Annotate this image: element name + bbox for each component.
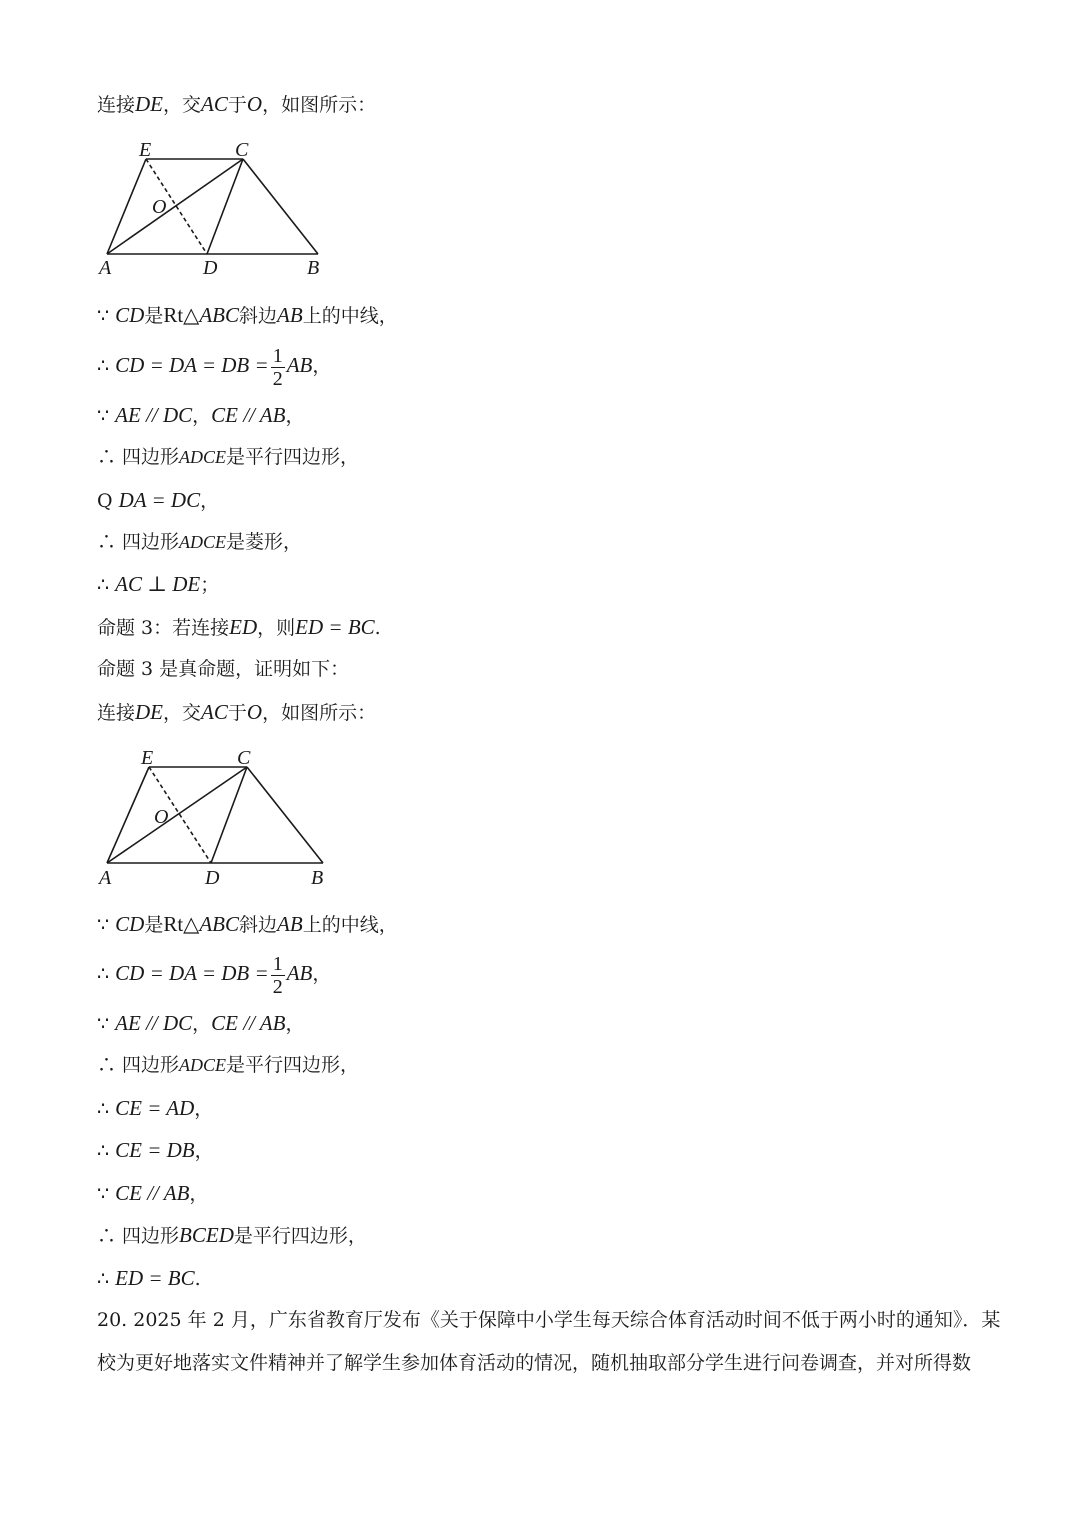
text: 上的中线， bbox=[302, 914, 398, 936]
proof-line bbox=[97, 951, 331, 998]
math: DE bbox=[135, 92, 164, 116]
text: ， bbox=[192, 1013, 212, 1035]
text: ， bbox=[200, 490, 220, 512]
math: AC bbox=[201, 92, 228, 116]
text: ， bbox=[194, 1140, 214, 1162]
text: ∴ 四边形 bbox=[97, 446, 180, 468]
text: 是平行四边形， bbox=[226, 1054, 360, 1076]
proof-line bbox=[97, 443, 359, 471]
text: 于 bbox=[227, 702, 247, 724]
text: ； bbox=[200, 574, 220, 596]
text: ，则 bbox=[257, 617, 296, 639]
proof-line bbox=[97, 528, 302, 556]
fraction-half bbox=[271, 953, 285, 998]
question-20-line-1: 20. 2025 年 2 月，广东省教育厅发布《关于保障中小学生每天综合体育活动时间不低于两小时的通知》．某 bbox=[97, 1309, 1001, 1331]
text: 连接 bbox=[97, 94, 136, 116]
math: ED = BC bbox=[295, 615, 375, 639]
text: 连接 bbox=[97, 702, 136, 724]
text: ， bbox=[194, 1098, 214, 1120]
math: CE = AD bbox=[115, 1096, 195, 1120]
text: . bbox=[374, 617, 381, 639]
text: ∴ bbox=[97, 574, 116, 596]
math: CD = DA = DB = bbox=[115, 961, 269, 985]
proof-line bbox=[97, 910, 398, 939]
text: 斜边 bbox=[239, 305, 278, 327]
math: CE // AB bbox=[211, 1011, 286, 1035]
math: BCED bbox=[179, 1223, 234, 1247]
label-b: B bbox=[311, 867, 324, 889]
math: AE // DC bbox=[115, 1011, 193, 1035]
label-b: B bbox=[307, 257, 320, 279]
prop3-statement bbox=[97, 613, 381, 642]
math: AB bbox=[286, 961, 313, 985]
question-20-line-2: 校为更好地落实文件精神并了解学生参加体育活动的情况，随机抽取部分学生进行问卷调查，并对所得数 bbox=[97, 1352, 972, 1374]
text: ∵ bbox=[97, 1013, 116, 1035]
text: ∴ 四边形 bbox=[97, 531, 180, 553]
proof-line bbox=[97, 1221, 367, 1250]
segment-cd bbox=[207, 159, 243, 254]
text: ， bbox=[312, 355, 332, 377]
math: AE // DC bbox=[115, 403, 193, 427]
text: ，交 bbox=[163, 702, 202, 724]
math: O bbox=[246, 92, 263, 116]
proof-line bbox=[97, 486, 219, 515]
text: ∵ bbox=[97, 305, 116, 327]
text: ，交 bbox=[163, 94, 202, 116]
text: ∴ bbox=[97, 1268, 116, 1290]
segment-cb bbox=[243, 159, 318, 254]
math: ADCE bbox=[179, 532, 227, 552]
math: ED = BC bbox=[115, 1266, 195, 1290]
fraction-half bbox=[271, 345, 285, 390]
math: ED bbox=[229, 615, 258, 639]
math: CE = DB bbox=[115, 1138, 195, 1162]
math: DA = DC bbox=[118, 488, 201, 512]
text: ，如图所示： bbox=[262, 94, 377, 116]
math: CE // AB bbox=[211, 403, 286, 427]
math: CD bbox=[115, 303, 145, 327]
math: O bbox=[246, 700, 263, 724]
math: DE bbox=[135, 700, 164, 724]
label-d: D bbox=[203, 257, 218, 279]
math: AB bbox=[277, 912, 303, 936]
math: ABC bbox=[199, 303, 240, 327]
text: ∵ bbox=[97, 405, 116, 427]
math: Rt△ bbox=[163, 303, 200, 327]
text: ， bbox=[312, 963, 332, 985]
text: 是 bbox=[144, 914, 164, 936]
math: AB bbox=[277, 303, 303, 327]
proof-line bbox=[97, 1136, 214, 1165]
text: 于 bbox=[227, 94, 247, 116]
proof-line bbox=[97, 1009, 304, 1038]
label-e: E bbox=[141, 747, 154, 769]
proof-line bbox=[97, 1051, 359, 1079]
text: 是 bbox=[144, 305, 164, 327]
text: ∴ bbox=[97, 1140, 116, 1162]
label-e: E bbox=[139, 139, 152, 161]
label-a: A bbox=[99, 257, 112, 279]
denominator: 2 bbox=[272, 975, 283, 998]
label-o: O bbox=[152, 196, 167, 218]
text: ∴ bbox=[97, 355, 116, 377]
proof-line bbox=[97, 401, 304, 430]
text: 是平行四边形， bbox=[226, 446, 360, 468]
math: AB bbox=[286, 353, 313, 377]
proof-line bbox=[97, 301, 398, 330]
text: ，如图所示： bbox=[262, 702, 377, 724]
text: 是菱形， bbox=[226, 531, 303, 553]
denominator: 2 bbox=[272, 367, 283, 390]
text: 上的中线， bbox=[302, 305, 398, 327]
proof-line bbox=[97, 1264, 201, 1293]
segment-cb bbox=[247, 767, 323, 863]
text: ， bbox=[285, 1013, 305, 1035]
text: . bbox=[194, 1268, 201, 1290]
math: CD = DA = DB = bbox=[115, 353, 269, 377]
numerator: 1 bbox=[272, 344, 283, 367]
label-a: A bbox=[99, 867, 112, 889]
connect-line-1 bbox=[97, 90, 376, 119]
text: ∵ bbox=[97, 914, 116, 936]
text: ∴ bbox=[97, 1098, 116, 1120]
math: ADCE bbox=[179, 1055, 227, 1075]
label-o: O bbox=[154, 806, 169, 828]
math: ADCE bbox=[179, 447, 227, 467]
text: 是平行四边形， bbox=[233, 1225, 367, 1247]
math: Rt△ bbox=[163, 912, 200, 936]
segment-ac bbox=[107, 159, 243, 254]
text: ， bbox=[189, 1183, 209, 1205]
label-c: C bbox=[237, 747, 251, 769]
connect-line-2 bbox=[97, 698, 376, 727]
text: 命题 3：若连接 bbox=[97, 617, 230, 639]
label-c: C bbox=[235, 139, 249, 161]
math: AC bbox=[201, 700, 228, 724]
text: ∵ bbox=[97, 1183, 116, 1205]
geometry-figure-1 bbox=[95, 138, 335, 283]
proof-line bbox=[97, 343, 331, 390]
math: AC ⊥ DE bbox=[115, 572, 201, 596]
text: ∴ 四边形 bbox=[97, 1225, 180, 1247]
geometry-figure-2 bbox=[95, 745, 340, 893]
prop3-true-line: 命题 3 是真命题，证明如下： bbox=[97, 658, 350, 680]
proof-line bbox=[97, 570, 219, 599]
text: 斜边 bbox=[239, 914, 278, 936]
numerator: 1 bbox=[272, 952, 283, 975]
text: ， bbox=[192, 405, 212, 427]
text: ∴ bbox=[97, 963, 116, 985]
math: CD bbox=[115, 912, 145, 936]
label-d: D bbox=[205, 867, 220, 889]
text: Q bbox=[97, 490, 119, 512]
segment-cd bbox=[211, 767, 247, 863]
proof-line bbox=[97, 1179, 208, 1208]
text: ， bbox=[285, 405, 305, 427]
proof-line bbox=[97, 1094, 213, 1123]
math: ABC bbox=[199, 912, 240, 936]
text: ∴ 四边形 bbox=[97, 1054, 180, 1076]
math: CE // AB bbox=[115, 1181, 190, 1205]
